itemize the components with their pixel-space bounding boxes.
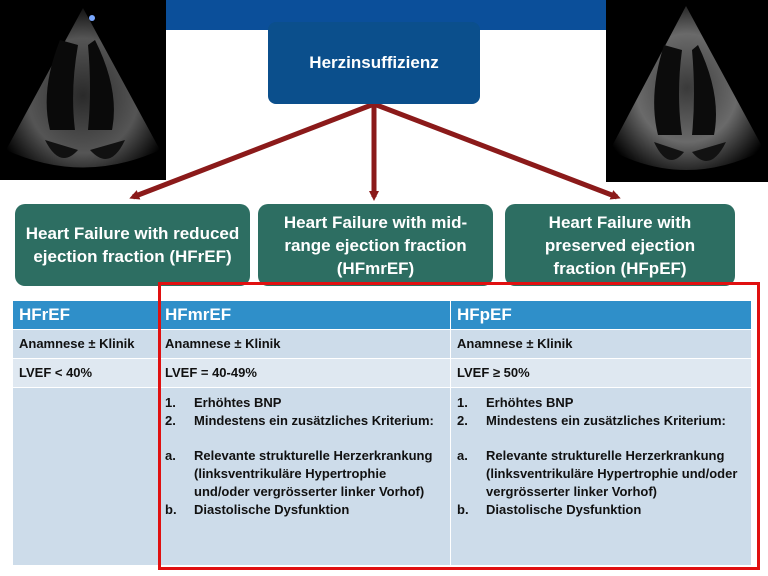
list-item: a. Relevante strukturelle Herzerkrankung (linksventrikuläre Hypertrophie und/oder vergrösserter linker Vorhof) — [165, 448, 433, 499]
list-item: a. Relevante strukturelle Herzerkrankung (linksventrikuläre Hypertrophie und/oder vergrösserter linker Vorhof) — [457, 448, 738, 499]
category-hfmref: Heart Failure with mid-range ejection fraction (HFmrEF) — [258, 204, 493, 286]
criteria-list-hfmref — [159, 388, 451, 566]
table-cell: Anamnese ± Klinik — [451, 330, 752, 359]
criteria-list-hfpef — [451, 388, 752, 566]
list-item: 1. Erhöhtes BNP — [165, 395, 282, 410]
list-item: 2. Mindestens ein zusätzliches Kriterium: — [165, 413, 434, 428]
arrow-to-hfref — [133, 104, 374, 197]
table-cell: LVEF < 40% — [13, 359, 159, 388]
root-node-herzinsuffizienz: Herzinsuffizienz — [268, 22, 480, 104]
table-row-lvef — [13, 359, 752, 388]
table-cell: Anamnese ± Klinik — [159, 330, 451, 359]
table-row-anamnese — [13, 330, 752, 359]
category-hfpef: Heart Failure with preserved ejection fraction (HFpEF) — [505, 204, 735, 286]
header-hfmref: HFmrEF — [159, 301, 451, 330]
table-row-criteria — [13, 388, 752, 566]
header-hfref: HFrEF — [13, 301, 159, 330]
header-hfpef: HFpEF — [451, 301, 752, 330]
list-item: b. Diastolische Dysfunktion — [457, 502, 642, 517]
table-cell: LVEF ≥ 50% — [451, 359, 752, 388]
table-cell: LVEF = 40-49% — [159, 359, 451, 388]
table-cell: Anamnese ± Klinik — [13, 330, 159, 359]
list-item: b. Diastolische Dysfunktion — [165, 502, 350, 517]
list-item: 2. Mindestens ein zusätzliches Kriterium: — [457, 413, 726, 428]
criteria-table — [12, 300, 752, 566]
arrow-to-hfpef — [374, 104, 617, 197]
table-cell-empty — [13, 388, 159, 566]
category-hfref: Heart Failure with reduced ejection fraction (HFrEF) — [15, 204, 250, 286]
table-header-row — [13, 301, 752, 330]
list-item: 1. Erhöhtes BNP — [457, 395, 574, 410]
